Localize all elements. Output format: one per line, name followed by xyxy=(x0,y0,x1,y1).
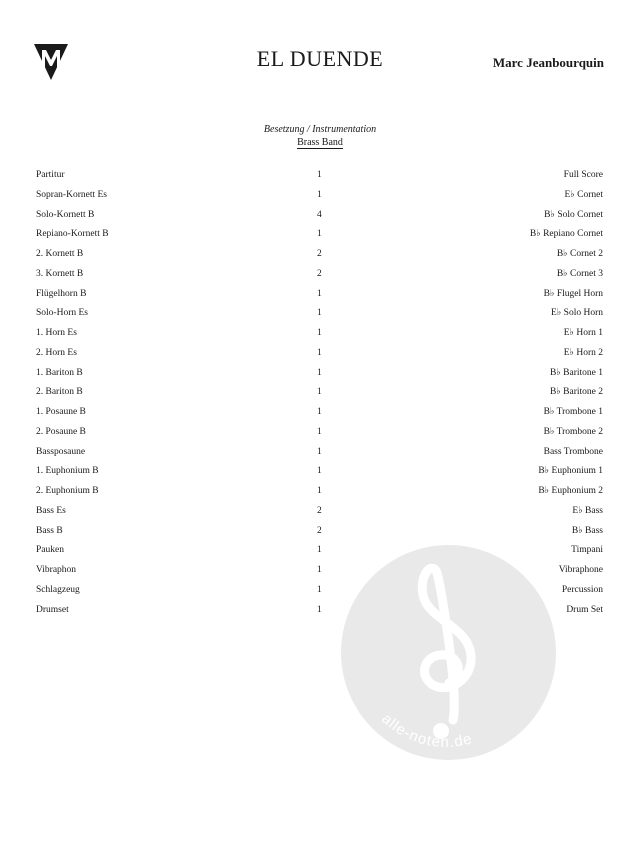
instrument-name-de: Flügelhorn B xyxy=(36,288,87,299)
band-type: Brass Band xyxy=(297,137,343,148)
instrument-name-de: Schlagzeug xyxy=(36,584,80,595)
instrument-row xyxy=(36,385,603,405)
instrument-part-count: 1 xyxy=(317,426,322,437)
instrument-row xyxy=(36,504,603,524)
instrument-name-en: E♭ Solo Horn xyxy=(551,308,603,319)
instrument-name-en: B♭ Euphonium 2 xyxy=(538,486,603,496)
page-title: EL DUENDE xyxy=(256,46,384,71)
instrument-row xyxy=(36,524,603,544)
instrument-row xyxy=(36,247,603,267)
instrument-name-de: 2. Bariton B xyxy=(36,387,83,398)
instrument-part-count: 1 xyxy=(317,387,322,398)
instrument-name-en: Timpani xyxy=(571,545,603,556)
instrument-part-count: 2 xyxy=(317,525,322,536)
instrument-part-count: 2 xyxy=(317,249,322,259)
instrument-name-de: 3. Kornett B xyxy=(36,268,84,279)
instrument-row xyxy=(36,168,603,188)
instrument-name-en: B♭ Repiano Cornet xyxy=(529,229,603,240)
instrument-part-count: 1 xyxy=(317,407,322,417)
instrument-row xyxy=(36,346,603,366)
instrument-name-de: Repiano-Kornett B xyxy=(36,229,109,240)
instrument-row xyxy=(36,208,603,228)
instrument-part-count: 2 xyxy=(317,268,322,279)
instrument-part-count: 1 xyxy=(317,347,322,358)
instrument-name-de: Bass Es xyxy=(36,505,66,516)
instrument-name-de: 1. Posaune B xyxy=(36,407,86,417)
instrument-row xyxy=(36,326,603,346)
instrument-name-de: 1. Horn Es xyxy=(36,328,77,338)
instrument-row xyxy=(36,464,603,484)
instrumentation-heading xyxy=(0,123,640,149)
instrument-part-count: 4 xyxy=(317,209,322,220)
instrument-name-de: Solo-Kornett B xyxy=(36,209,95,220)
instrument-name-de: 2. Posaune B xyxy=(36,426,86,437)
instrument-name-de: Pauken xyxy=(36,545,64,556)
instrument-name-de: Solo-Horn Es xyxy=(36,308,88,319)
instrument-part-count: 1 xyxy=(317,584,322,595)
instrument-row xyxy=(36,188,603,208)
instrument-row xyxy=(36,445,603,465)
instrument-name-de: Bassposaune xyxy=(36,446,86,457)
instrument-row xyxy=(36,484,603,504)
instrument-name-de: Partitur xyxy=(36,170,65,180)
instrument-name-de: 2. Euphonium B xyxy=(36,486,99,496)
instrument-name-en: B♭ Solo Cornet xyxy=(544,209,603,220)
watermark xyxy=(341,545,556,760)
instrument-name-en: B♭ Baritone 1 xyxy=(549,367,603,378)
instrument-name-en: B♭ Euphonium 1 xyxy=(538,466,603,477)
instrument-name-en: E♭ Cornet xyxy=(564,189,603,200)
instrument-name-de: 2. Kornett B xyxy=(36,249,84,259)
instrument-row xyxy=(36,227,603,247)
instrument-name-en: Full Score xyxy=(563,170,603,180)
instrument-name-de: Sopran-Kornett Es xyxy=(36,189,107,200)
instrument-name-en: B♭ Baritone 2 xyxy=(549,387,603,398)
instrument-part-count: 1 xyxy=(317,486,322,496)
instrument-name-de: 1. Euphonium B xyxy=(36,466,99,477)
watermark-text: alle-noten.de xyxy=(378,710,475,751)
instrument-part-count: 1 xyxy=(317,367,322,378)
instrument-part-count: 1 xyxy=(317,288,322,299)
instrument-name-en: E♭ Bass xyxy=(572,505,603,516)
instrument-part-count: 1 xyxy=(317,328,322,338)
instrument-name-en: Bass Trombone xyxy=(543,446,603,457)
instrument-name-de: 2. Horn Es xyxy=(36,347,77,358)
instrument-name-en: B♭ Cornet 3 xyxy=(556,268,603,279)
instrument-part-count: 1 xyxy=(317,446,322,457)
instrument-part-count: 2 xyxy=(317,505,322,516)
instrument-row xyxy=(36,267,603,287)
instrument-part-count: 1 xyxy=(317,604,322,615)
instrument-name-en: Vibraphone xyxy=(558,565,603,575)
instrument-row xyxy=(36,405,603,425)
instrument-row xyxy=(36,366,603,386)
instrument-name-en: B♭ Trombone 2 xyxy=(543,426,603,437)
instrument-name-en: E♭ Horn 2 xyxy=(563,347,603,358)
instrument-name-en: B♭ Flugel Horn xyxy=(543,288,603,299)
instrument-name-en: B♭ Trombone 1 xyxy=(543,407,603,417)
instrument-name-de: Drumset xyxy=(36,604,69,615)
instrumentation-subtitle: Besetzung / Instrumentation xyxy=(263,124,377,135)
instrument-name-de: Vibraphon xyxy=(36,565,77,575)
instrument-row xyxy=(36,287,603,307)
instrument-part-count: 1 xyxy=(317,170,322,180)
instrument-name-en: B♭ Bass xyxy=(571,525,603,536)
composer-name: Marc Jeanbourquin xyxy=(492,55,604,70)
instrument-name-en: E♭ Horn 1 xyxy=(563,328,603,338)
instrument-name-en: Percussion xyxy=(561,584,603,595)
instrument-name-en: Drum Set xyxy=(566,604,603,615)
instrument-name-en: B♭ Cornet 2 xyxy=(556,249,603,259)
instrument-name-de: Bass B xyxy=(36,525,63,536)
instrument-row xyxy=(36,425,603,445)
instrument-part-count: 1 xyxy=(317,189,322,200)
instrument-part-count: 1 xyxy=(317,466,322,477)
instrument-part-count: 1 xyxy=(317,308,322,319)
instrument-part-count: 1 xyxy=(317,229,322,240)
instrument-part-count: 1 xyxy=(317,565,322,575)
instrument-row xyxy=(36,306,603,326)
instrument-part-count: 1 xyxy=(317,545,322,556)
instrument-name-de: 1. Bariton B xyxy=(36,367,83,378)
